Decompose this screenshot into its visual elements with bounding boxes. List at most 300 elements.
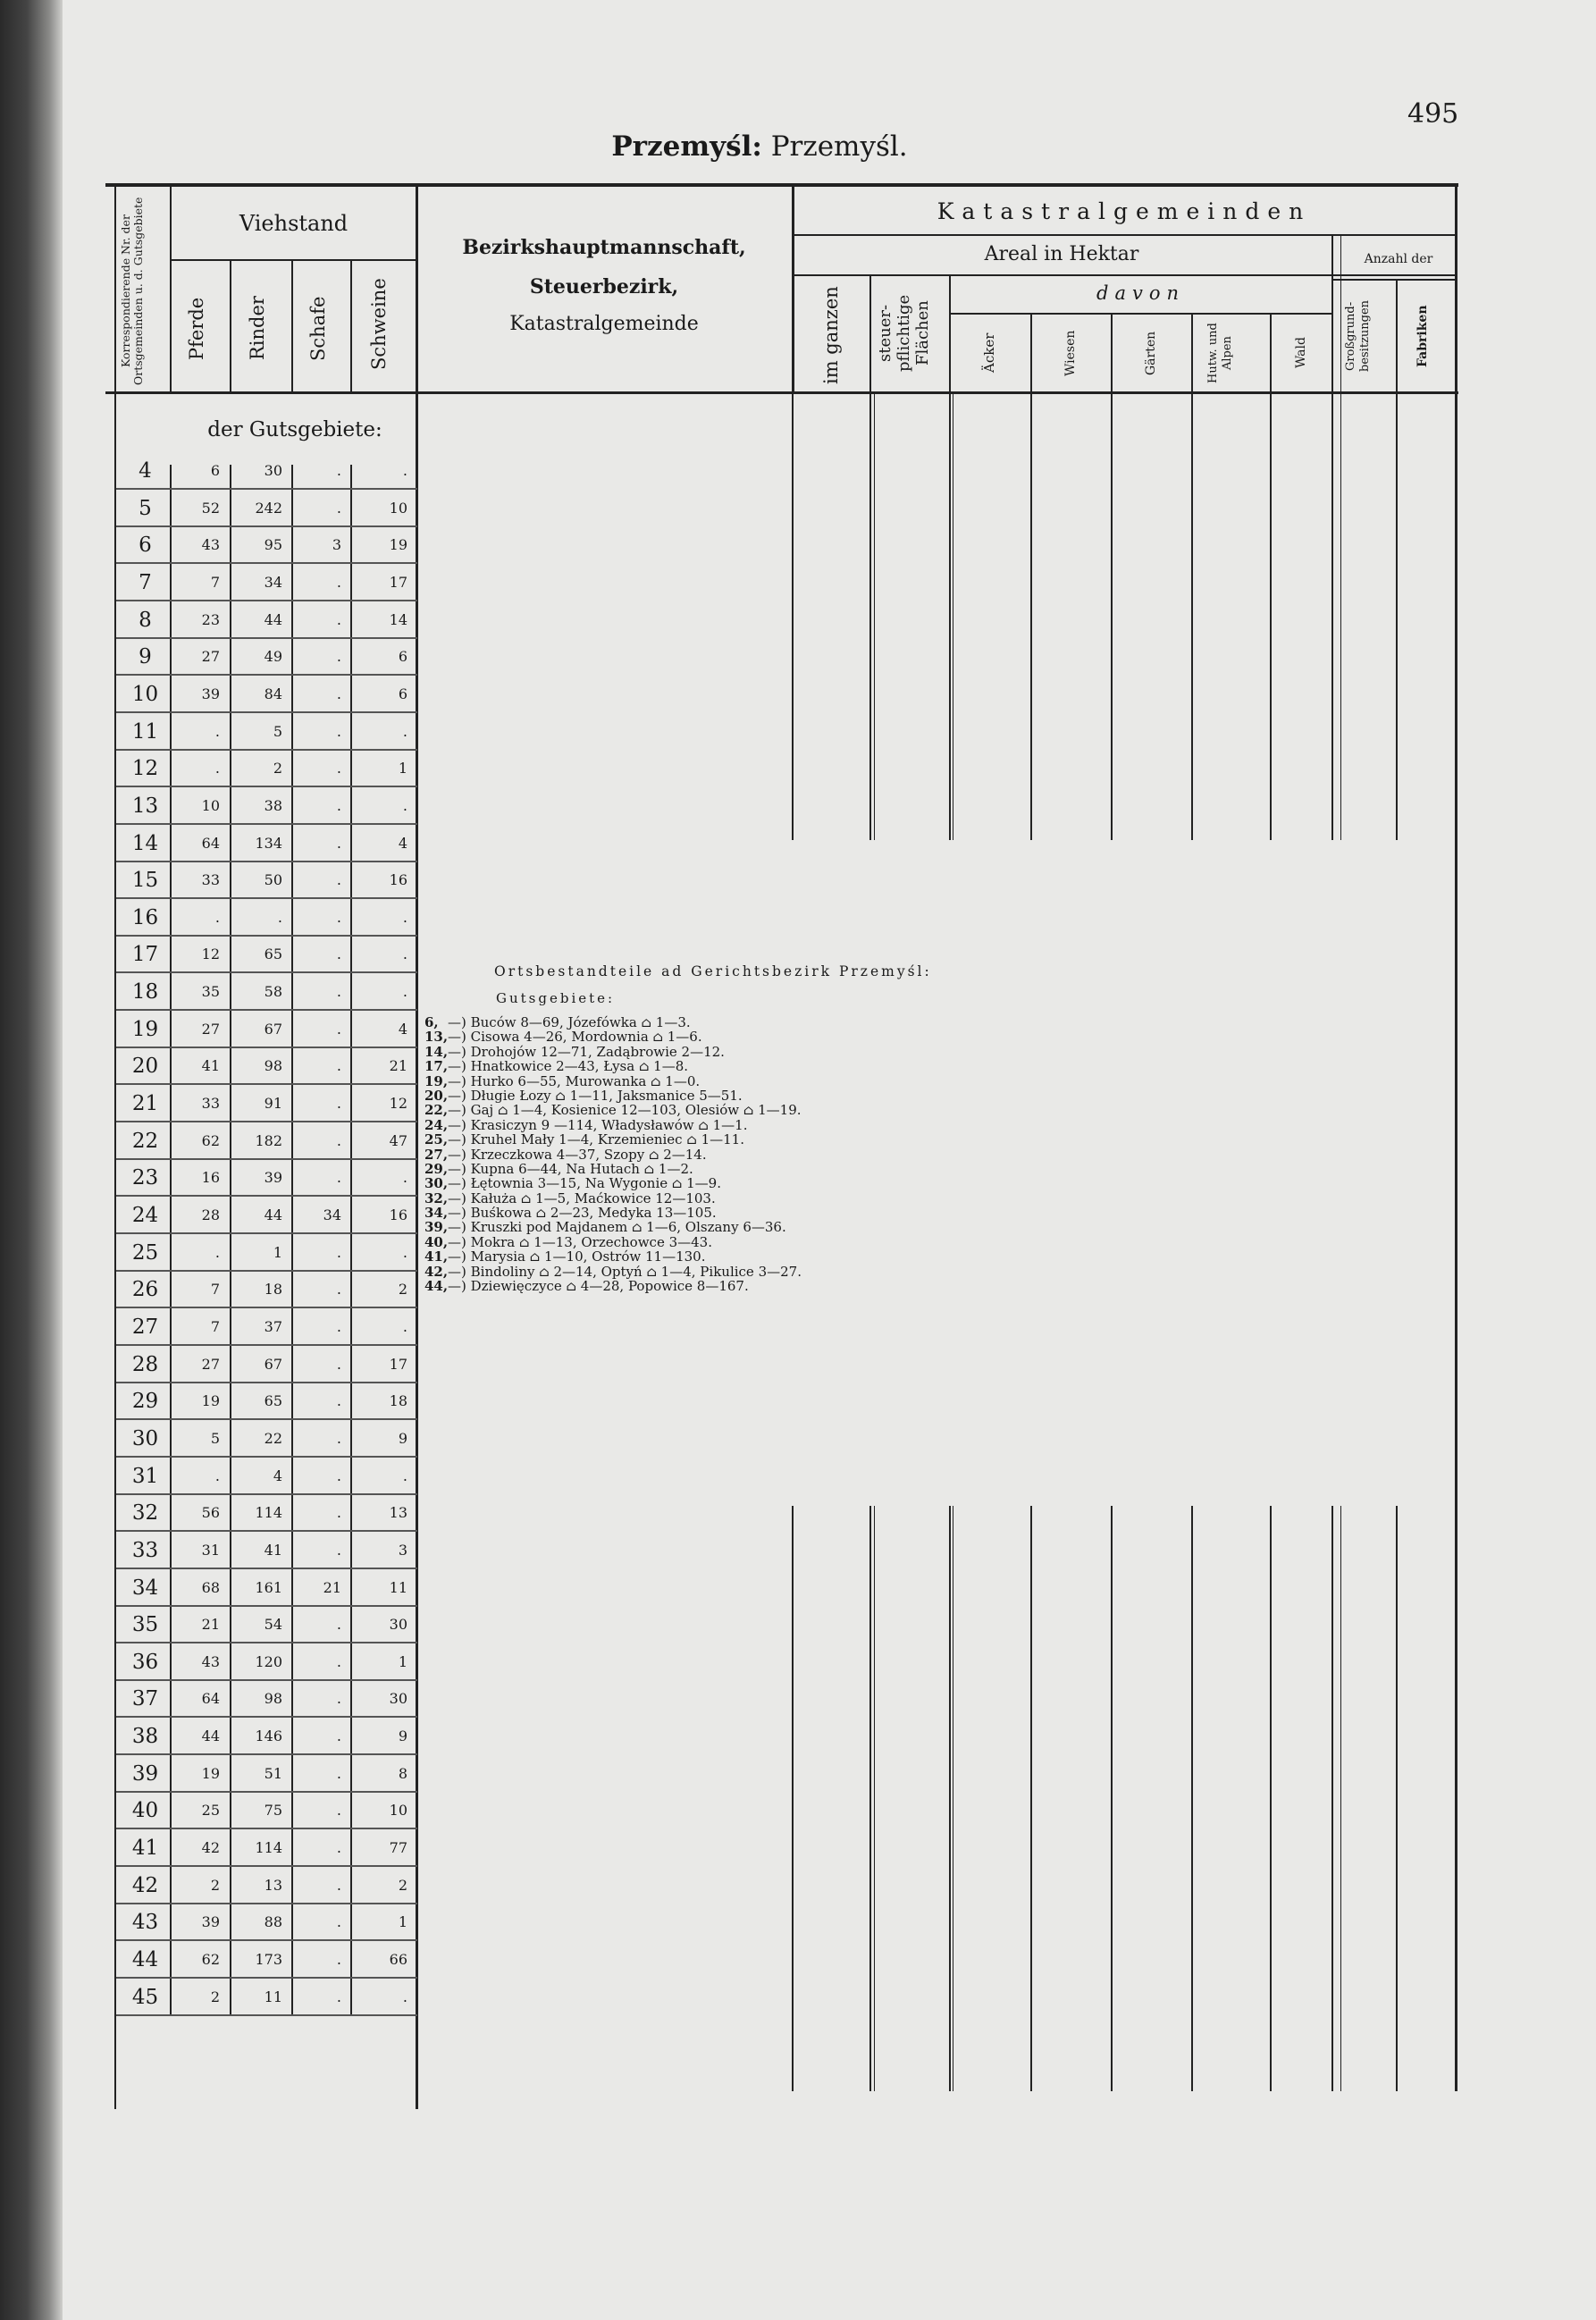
row-number: 17	[131, 943, 159, 966]
cell-pferde: 19	[201, 1392, 220, 1409]
cell-schafe: .	[336, 835, 341, 852]
section-label: der Gutsgebiete:	[207, 418, 382, 441]
row-number: 37	[131, 1687, 159, 1711]
row-divider	[116, 674, 417, 676]
cell-pferde: 6	[210, 462, 220, 479]
cell-pferde: .	[214, 760, 220, 777]
row-divider	[116, 749, 417, 751]
note-number: 27,	[424, 1146, 449, 1163]
title-subdistrict: Przemyśl.	[770, 130, 908, 163]
cell-schweine: 19	[389, 536, 407, 553]
col-header-steuerpflichtige: steuer-pflichtige Flächen	[876, 294, 932, 373]
cell-schafe: .	[336, 1988, 341, 2005]
cell-pferde: 52	[201, 500, 220, 517]
row-number: 13	[131, 794, 159, 818]
row-divider	[116, 1939, 417, 1941]
cell-pferde: 7	[210, 1318, 220, 1335]
cell-schweine: 30	[389, 1616, 407, 1633]
note-number: 19,	[424, 1072, 449, 1089]
row-divider	[116, 1493, 417, 1495]
row-number: 42	[131, 1874, 159, 1897]
title-district: Przemyśl:	[611, 130, 762, 163]
notes-block	[424, 963, 932, 1293]
note-text: —) Drohojów 12—71, Zadąbrowie 2—12.	[448, 1043, 725, 1060]
cell-rinder: 1	[273, 1244, 282, 1261]
cell-pferde: 7	[210, 574, 220, 591]
cell-pferde: 19	[201, 1765, 220, 1782]
note-item	[424, 1030, 932, 1044]
row-number: 12	[131, 757, 159, 780]
note-text: —) Długie Łozy ⌂ 1—11, Jaksmanice 5—51.	[448, 1087, 743, 1104]
row-divider	[116, 1232, 417, 1234]
row-divider	[116, 1568, 417, 1569]
row-divider	[116, 1047, 417, 1048]
col-header-im-ganzen: im ganzen	[820, 286, 842, 384]
cell-pferde: 27	[201, 1356, 220, 1373]
cell-rinder: 98	[264, 1057, 282, 1074]
note-item	[424, 1132, 932, 1147]
row-number: 9	[139, 645, 152, 668]
col-header-steuerbezirk: Steuerbezirk,	[529, 275, 679, 298]
cell-schweine: 14	[389, 611, 407, 628]
row-number: 11	[131, 720, 159, 744]
cell-pferde: .	[214, 909, 220, 926]
cell-pferde: 25	[201, 1802, 220, 1819]
row-divider	[116, 1121, 417, 1122]
cell-pferde: 35	[201, 983, 220, 1000]
cell-pferde: 33	[201, 871, 220, 888]
col-header-davon: davon	[1096, 282, 1185, 304]
row-number: 31	[131, 1465, 159, 1488]
note-number: 13,	[424, 1029, 449, 1046]
cell-schafe: .	[336, 685, 341, 702]
cell-schweine: .	[402, 1467, 407, 1484]
note-text: —) Krasiczyn 9 —114, Władysławów ⌂ 1—1.	[448, 1116, 748, 1133]
note-number: 42,	[424, 1263, 449, 1280]
cell-schafe: .	[336, 1392, 341, 1409]
cell-schafe: .	[336, 946, 341, 962]
note-text: —) Mokra ⌂ 1—13, Orzechowce 3—43.	[448, 1233, 712, 1250]
row-number: 36	[131, 1651, 159, 1674]
row-divider	[116, 488, 417, 490]
cell-schafe: .	[336, 611, 341, 628]
cell-schweine: 17	[389, 1356, 407, 1373]
row-divider	[116, 1791, 417, 1793]
notes-subheading: Gutsgebiete:	[496, 990, 616, 1006]
note-text: —) Łętownia 3—15, Na Wygonie ⌂ 1—9.	[448, 1175, 721, 1192]
cell-schafe: .	[336, 462, 341, 479]
row-divider	[116, 1270, 417, 1272]
cell-schweine: 21	[389, 1057, 407, 1074]
notes-heading: Ortsbestandteile ad Gerichtsbezirk Przemyśl:	[494, 963, 932, 979]
note-number: 40,	[424, 1233, 449, 1250]
note-number: 17,	[424, 1058, 449, 1075]
cell-rinder: 18	[264, 1281, 282, 1298]
page-number: 495	[1407, 98, 1459, 130]
cell-pferde: 2	[210, 1988, 220, 2005]
cell-rinder: 65	[264, 1392, 282, 1409]
cell-schafe: .	[336, 723, 341, 740]
row-divider	[116, 786, 417, 787]
cell-pferde: 41	[201, 1057, 220, 1074]
cell-rinder: 146	[255, 1727, 282, 1744]
row-number: 20	[131, 1055, 159, 1078]
row-number: 23	[131, 1166, 159, 1189]
cell-pferde: 27	[201, 1021, 220, 1038]
note-text: —) Kruszki pod Majdanem ⌂ 1—6, Olszany 6—36.	[448, 1219, 786, 1236]
cell-pferde: 44	[201, 1727, 220, 1744]
row-divider	[116, 1158, 417, 1160]
cell-schweine: 10	[389, 500, 407, 517]
cell-rinder: 114	[255, 1504, 282, 1521]
note-text: —) Buśkowa ⌂ 2—23, Medyka 13—105.	[448, 1205, 717, 1222]
cell-pferde: 43	[201, 1653, 220, 1670]
cell-schafe: .	[336, 574, 341, 591]
page-title	[536, 130, 983, 163]
cell-schafe: .	[336, 1877, 341, 1894]
note-text: —) Kruhel Mały 1—4, Krzemieniec ⌂ 1—11.	[448, 1131, 744, 1148]
note-number: 32,	[424, 1189, 449, 1206]
cell-schweine: 10	[389, 1802, 407, 1819]
cell-rinder: 49	[264, 648, 282, 665]
cell-schweine: 16	[389, 1206, 407, 1223]
col-header-gaerten: Gärten	[1144, 331, 1158, 375]
cell-rinder: 98	[264, 1690, 282, 1707]
note-number: 14,	[424, 1043, 449, 1060]
cell-schweine: 13	[389, 1504, 407, 1521]
cell-rinder: 65	[264, 946, 282, 962]
book-spine	[0, 0, 63, 2320]
note-item	[424, 1118, 932, 1132]
cell-rinder: .	[277, 909, 282, 926]
cell-schafe: .	[336, 760, 341, 777]
cell-rinder: 30	[264, 462, 282, 479]
cell-pferde: 23	[201, 611, 220, 628]
col-header-grossgrundbesitzungen: Großgrund-besitzungen	[1344, 299, 1372, 373]
cell-pferde: 27	[201, 648, 220, 665]
col-header-pferde: Pferde	[186, 297, 207, 360]
row-divider	[116, 1418, 417, 1420]
row-divider	[116, 1456, 417, 1458]
row-number: 40	[131, 1799, 159, 1822]
note-number: 41,	[424, 1248, 449, 1265]
cell-schafe: .	[336, 1356, 341, 1373]
cell-pferde: 56	[201, 1504, 220, 1521]
cell-schweine: 2	[398, 1877, 407, 1894]
cell-rinder: 91	[264, 1095, 282, 1112]
cell-schweine: 1	[398, 760, 407, 777]
row-divider	[116, 971, 417, 973]
col-header-korrespondierende: Korrespondierende Nr. der Ortsgemeinden u. d. Gutsgebiete	[119, 197, 145, 385]
cell-schafe: .	[336, 1467, 341, 1484]
cell-schafe: .	[336, 1951, 341, 1968]
cell-schweine: 8	[398, 1765, 407, 1782]
row-number: 21	[131, 1092, 159, 1115]
notes-list	[424, 1015, 932, 1293]
cell-schweine: .	[402, 1318, 407, 1335]
cell-rinder: 84	[264, 685, 282, 702]
col-header-viehstand: Viehstand	[239, 211, 349, 236]
cell-schafe: .	[336, 1616, 341, 1633]
cell-schafe: .	[336, 1132, 341, 1149]
cell-schafe: .	[336, 1318, 341, 1335]
note-number: 25,	[424, 1131, 449, 1148]
cell-rinder: 22	[264, 1430, 282, 1447]
row-divider	[116, 525, 417, 527]
note-number: 20,	[424, 1087, 449, 1104]
note-item	[424, 1162, 932, 1176]
row-divider	[116, 1753, 417, 1755]
row-divider	[116, 1903, 417, 1904]
cell-pferde: 68	[201, 1579, 220, 1596]
row-divider	[116, 1195, 417, 1197]
cell-pferde: 33	[201, 1095, 220, 1112]
note-text: —) Hnatkowice 2—43, Łysa ⌂ 1—8.	[448, 1058, 689, 1075]
cell-pferde: .	[214, 1244, 220, 1261]
cell-pferde: 2	[210, 1877, 220, 1894]
cell-schafe: .	[336, 1690, 341, 1707]
cell-rinder: 39	[264, 1169, 282, 1186]
cell-rinder: 5	[273, 723, 282, 740]
row-number: 14	[131, 832, 159, 855]
row-divider	[116, 823, 417, 825]
note-text: —) Buców 8—69, Józefówka ⌂ 1—3.	[448, 1014, 691, 1030]
cell-schafe: .	[336, 1021, 341, 1038]
cell-rinder: 161	[255, 1579, 282, 1596]
cell-rinder: 51	[264, 1765, 282, 1782]
cell-schweine: 6	[398, 685, 407, 702]
cell-rinder: 88	[264, 1913, 282, 1930]
cell-schweine: .	[402, 723, 407, 740]
cell-schweine: 66	[389, 1951, 407, 1968]
cell-schweine: 17	[389, 574, 407, 591]
cell-schafe: .	[336, 1913, 341, 1930]
note-text: —) Kałuża ⌂ 1—5, Maćkowice 12—103.	[448, 1189, 716, 1206]
row-number: 27	[131, 1316, 159, 1339]
col-header-katastralgemeinde: Katastralgemeinde	[509, 313, 699, 335]
row-divider	[116, 600, 417, 601]
note-number: 39,	[424, 1219, 449, 1236]
note-item	[424, 1147, 932, 1162]
note-text: —) Hurko 6—55, Murowanka ⌂ 1—0.	[448, 1072, 701, 1089]
note-number: 30,	[424, 1175, 449, 1192]
row-number: 7	[139, 571, 152, 594]
row-divider	[116, 1530, 417, 1532]
cell-schweine: .	[402, 983, 407, 1000]
cell-pferde: .	[214, 1467, 220, 1484]
cell-pferde: 7	[210, 1281, 220, 1298]
col-header-hutweiden: Hutw. und Alpen	[1206, 323, 1234, 383]
cell-schafe: .	[336, 1281, 341, 1298]
row-number: 34	[131, 1576, 159, 1600]
row-divider	[116, 861, 417, 862]
cell-schafe: .	[336, 909, 341, 926]
cell-schweine: 18	[389, 1392, 407, 1409]
cell-schweine: 4	[398, 835, 407, 852]
note-number: 6,	[424, 1014, 439, 1030]
cell-rinder: 58	[264, 983, 282, 1000]
row-divider	[116, 637, 417, 639]
row-number: 28	[131, 1353, 159, 1376]
cell-pferde: 64	[201, 835, 220, 852]
col-header-schafe: Schafe	[307, 296, 329, 361]
row-divider	[116, 711, 417, 713]
cell-schafe: .	[336, 1839, 341, 1856]
cell-schweine: .	[402, 797, 407, 814]
row-divider	[116, 1679, 417, 1681]
row-divider	[116, 1083, 417, 1085]
cell-rinder: 54	[264, 1616, 282, 1633]
row-number: 43	[131, 1911, 159, 1934]
cell-rinder: 242	[255, 500, 282, 517]
cell-rinder: 34	[264, 574, 282, 591]
row-number: 32	[131, 1501, 159, 1525]
col-header-areal: Areal in Hektar	[984, 243, 1139, 265]
note-item	[424, 1191, 932, 1206]
cell-rinder: 44	[264, 1206, 282, 1223]
col-header-schweine: Schweine	[368, 278, 390, 370]
row-number: 41	[131, 1837, 159, 1860]
note-item	[424, 1249, 932, 1264]
cell-pferde: 42	[201, 1839, 220, 1856]
cell-pferde: 16	[201, 1169, 220, 1186]
cell-schafe: .	[336, 1765, 341, 1782]
note-item	[424, 1074, 932, 1089]
row-number: 29	[131, 1390, 159, 1413]
cell-schweine: 3	[398, 1542, 407, 1559]
cell-rinder: 50	[264, 871, 282, 888]
cell-schafe: .	[336, 1802, 341, 1819]
cell-rinder: 41	[264, 1542, 282, 1559]
cell-schweine: 30	[389, 1690, 407, 1707]
row-divider	[116, 2014, 417, 2016]
col-header-katastralgemeinden: Katastralgemeinden	[937, 198, 1312, 224]
cell-schafe: 34	[323, 1206, 341, 1223]
row-divider	[116, 1605, 417, 1607]
row-number: 25	[131, 1241, 159, 1265]
cell-rinder: 11	[264, 1988, 282, 2005]
row-divider	[116, 935, 417, 937]
cell-schweine: 1	[398, 1913, 407, 1930]
col-header-aecker: Äcker	[981, 332, 997, 374]
cell-rinder: 120	[255, 1653, 282, 1670]
row-divider	[116, 1344, 417, 1346]
cell-rinder: 38	[264, 797, 282, 814]
note-number: 44,	[424, 1278, 449, 1295]
cell-schweine: 9	[398, 1430, 407, 1447]
cell-pferde: 12	[201, 946, 220, 962]
cell-pferde: 62	[201, 1132, 220, 1149]
cell-rinder: 13	[264, 1877, 282, 1894]
cell-schafe: .	[336, 648, 341, 665]
row-divider	[116, 1307, 417, 1308]
note-text: —) Cisowa 4—26, Mordownia ⌂ 1—6.	[448, 1029, 702, 1046]
row-divider	[116, 897, 417, 899]
cell-rinder: 173	[255, 1951, 282, 1968]
row-number: 16	[131, 906, 159, 929]
note-item	[424, 1279, 932, 1293]
cell-schafe: 21	[323, 1579, 341, 1596]
cell-schweine: .	[402, 909, 407, 926]
cell-schweine: .	[402, 1169, 407, 1186]
cell-schweine: 6	[398, 648, 407, 665]
note-text: —) Marysia ⌂ 1—10, Ostrów 11—130.	[448, 1248, 706, 1265]
cell-rinder: 4	[273, 1467, 282, 1484]
cell-schweine: 16	[389, 871, 407, 888]
cell-schweine: .	[402, 1244, 407, 1261]
note-text: —) Gaj ⌂ 1—4, Kosienice 12—103, Olesiów ⌂ 1—19.	[448, 1102, 802, 1119]
row-number: 4	[139, 459, 152, 483]
cell-schafe: .	[336, 1095, 341, 1112]
cell-rinder: 95	[264, 536, 282, 553]
note-item	[424, 1235, 932, 1249]
cell-pferde: 31	[201, 1542, 220, 1559]
row-divider	[116, 1828, 417, 1829]
row-number: 39	[131, 1762, 159, 1786]
row-number: 18	[131, 980, 159, 1004]
cell-schafe: .	[336, 983, 341, 1000]
row-divider	[116, 562, 417, 564]
cell-rinder: 67	[264, 1356, 282, 1373]
row-number: 10	[131, 683, 159, 706]
note-item	[424, 1206, 932, 1220]
cell-rinder: 2	[273, 760, 282, 777]
cell-schafe: .	[336, 1727, 341, 1744]
note-text: —) Dziewięczyce ⌂ 4—28, Popowice 8—167.	[448, 1278, 749, 1295]
col-header-wald: Wald	[1294, 337, 1308, 369]
cell-pferde: 62	[201, 1951, 220, 1968]
cell-pferde: 28	[201, 1206, 220, 1223]
cell-schweine: .	[402, 462, 407, 479]
cell-schafe: .	[336, 1504, 341, 1521]
note-number: 22,	[424, 1102, 449, 1119]
cell-schweine: 77	[389, 1839, 407, 1856]
cell-schweine: 9	[398, 1727, 407, 1744]
cell-pferde: 39	[201, 1913, 220, 1930]
cell-schweine: 11	[389, 1579, 407, 1596]
cell-rinder: 114	[255, 1839, 282, 1856]
cell-schweine: 12	[389, 1095, 407, 1112]
cell-schafe: .	[336, 1057, 341, 1074]
cell-schafe: 3	[332, 536, 341, 553]
row-number: 19	[131, 1018, 159, 1041]
cell-schafe: .	[336, 1169, 341, 1186]
cell-schweine: 47	[389, 1132, 407, 1149]
row-number: 35	[131, 1613, 159, 1636]
col-header-wiesen: Wiesen	[1063, 330, 1078, 376]
row-number: 44	[131, 1948, 159, 1971]
row-number: 38	[131, 1725, 159, 1748]
note-number: 29,	[424, 1160, 449, 1177]
cell-pferde: 21	[201, 1616, 220, 1633]
col-header-rinder: Rinder	[247, 296, 268, 361]
cell-schafe: .	[336, 797, 341, 814]
cell-schweine: .	[402, 946, 407, 962]
row-number: 5	[139, 497, 152, 520]
note-item	[424, 1045, 932, 1059]
note-item	[424, 1103, 932, 1117]
row-divider	[116, 1009, 417, 1011]
cell-schweine: 4	[398, 1021, 407, 1038]
row-number: 33	[131, 1539, 159, 1562]
row-divider	[116, 1716, 417, 1718]
note-item	[424, 1089, 932, 1103]
row-number: 24	[131, 1204, 159, 1227]
cell-rinder: 75	[264, 1802, 282, 1819]
row-divider	[116, 1977, 417, 1979]
cell-pferde: 5	[210, 1430, 220, 1447]
cell-rinder: 37	[264, 1318, 282, 1335]
